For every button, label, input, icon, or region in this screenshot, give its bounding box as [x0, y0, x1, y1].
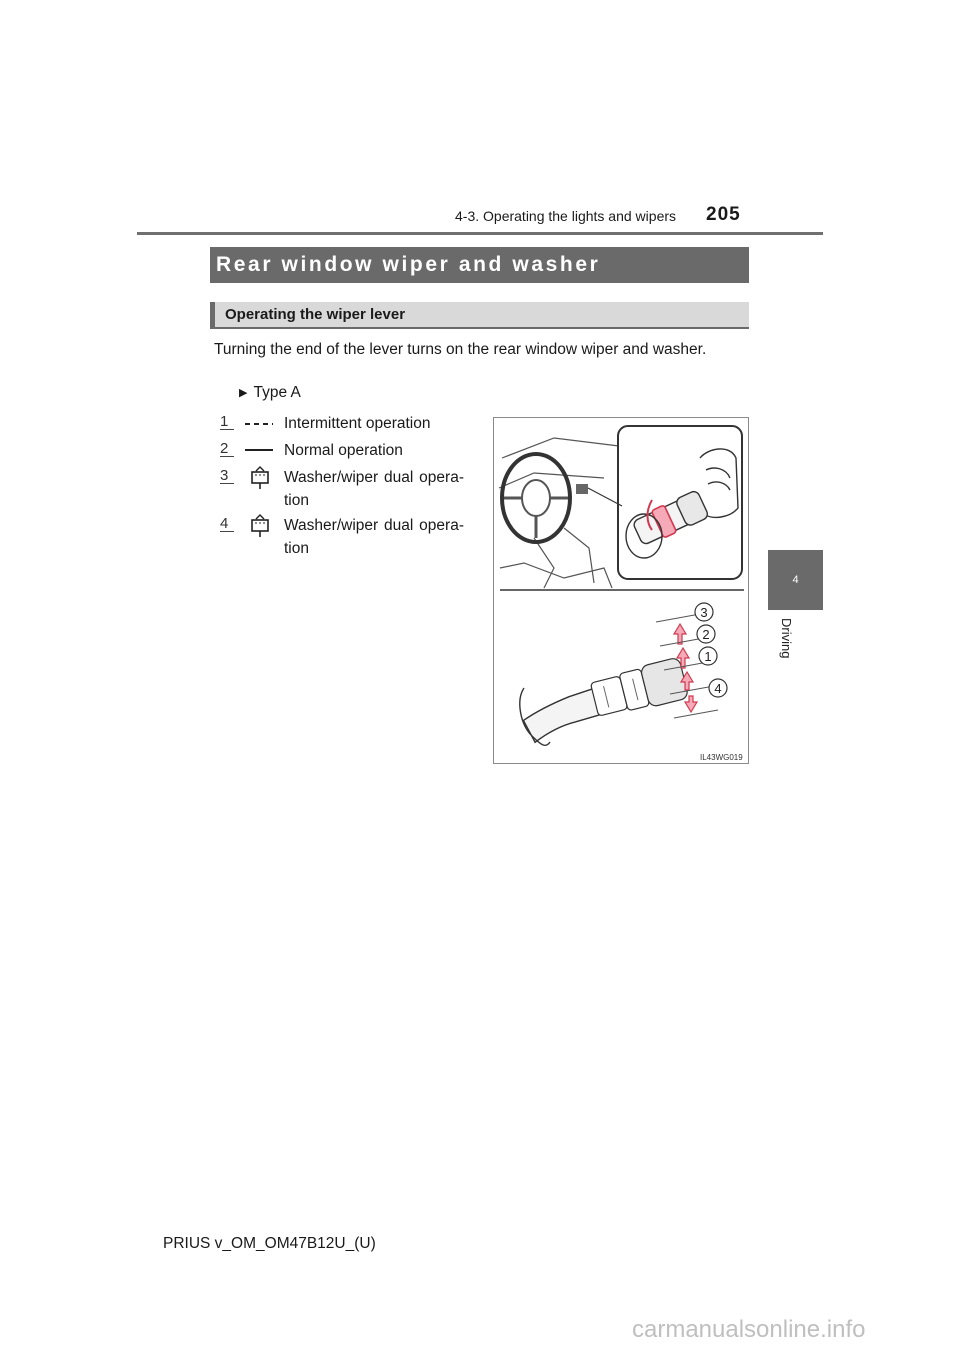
dashed-line-icon	[244, 421, 274, 427]
section-subtitle: Operating the wiper lever	[210, 302, 749, 329]
intro-paragraph: Turning the end of the lever turns on the rear window wiper and washer.	[214, 341, 707, 358]
section-reference: 4-3. Operating the lights and wipers	[455, 208, 677, 224]
callout-label: 3	[700, 605, 708, 620]
document-footer: PRIUS v_OM_OM47B12U_(U)	[163, 1235, 376, 1252]
item-text-1: Intermittent operation	[284, 415, 431, 432]
type-label-text: Type A	[253, 384, 301, 401]
chapter-label: Driving	[779, 618, 794, 659]
figure-code: IL43WG019	[700, 753, 743, 762]
washer-wiper-icon	[249, 514, 271, 538]
watermark: carmanualsonline.info	[632, 1316, 866, 1343]
washer-wiper-icon	[249, 466, 271, 490]
item-number-4: 4	[220, 515, 234, 533]
callout-label: 4	[714, 681, 722, 696]
page-title: Rear window wiper and washer	[210, 247, 749, 283]
item-text-2: Normal operation	[284, 442, 403, 459]
item-number-1: 1	[220, 413, 234, 431]
header-rule	[137, 232, 823, 235]
illustration-drawing	[494, 418, 749, 764]
item-text-4: Washer/wiper dual opera-tion	[284, 517, 464, 557]
page-number: 205	[706, 204, 741, 225]
item-number-2: 2	[220, 440, 234, 458]
callout-label: 2	[702, 627, 710, 642]
type-label	[239, 384, 301, 402]
triangle-bullet-icon: ▶	[239, 387, 248, 399]
callout-label: 1	[704, 649, 712, 664]
solid-line-icon	[244, 447, 274, 453]
chapter-tab: 4	[768, 550, 823, 610]
item-number-3: 3	[220, 467, 234, 485]
wiper-lever-illustration	[493, 417, 749, 764]
item-text-3: Washer/wiper dual opera-tion	[284, 469, 464, 509]
